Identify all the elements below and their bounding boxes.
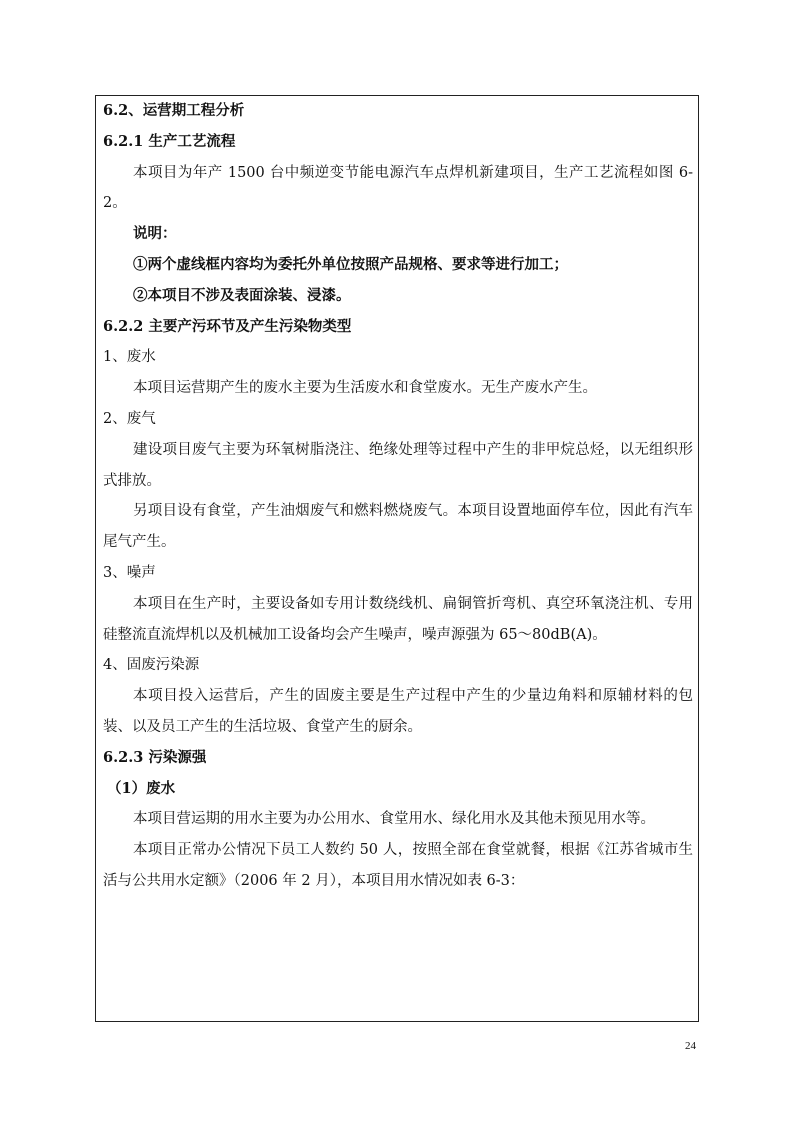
paragraph-exhaust-1: 建设项目废气主要为环氧树脂浇注、绝缘处理等过程中产生的非甲烷总烃，以无组织形式排放。 (103, 441, 693, 489)
section-heading-6-2: 6.2、运营期工程分析 (103, 102, 245, 119)
section-heading-6-2-1: 6.2.1 生产工艺流程 (103, 132, 236, 150)
item-heading-solid-waste: 4、固废污染源 (103, 657, 200, 674)
paragraph-water-use: 本项目营运期的用水主要为办公用水、食堂用水、绿化用水及其他未预见用水等。 (133, 811, 655, 828)
sub-heading-wastewater: （1）废水 (107, 779, 176, 797)
note-label: 说明： (133, 225, 177, 243)
paragraph-solid-waste: 本项目投入运营后，产生的固废主要是生产过程中产生的少量边角料和原辅材料的包装、以及员工产生的生活垃圾、食堂产生的厨余。 (103, 688, 693, 735)
note-item-1: ①两个虚线框内容均为委托外单位按照产品规格、要求等进行加工； (133, 255, 568, 273)
page-number: 24 (685, 1040, 696, 1052)
section-heading-6-2-2: 6.2.2 主要产污环节及产生污染物类型 (103, 317, 352, 335)
paragraph-exhaust-2: 另项目设有食堂，产生油烟废气和燃料燃烧废气。本项目设置地面停车位，因此有汽车尾气产生。 (103, 503, 693, 551)
section-heading-6-2-3: 6.2.3 污染源强 (103, 748, 207, 766)
note-item-2: ②本项目不涉及表面涂装、浸漆。 (133, 286, 351, 304)
paragraph-water-quota: 本项目正常办公情况下员工人数约 50 人，按照全部在食堂就餐，根据《江苏省城市生活与公共用水定额》（2006 年 2 月），本项目用水情况如表 6-3： (103, 842, 693, 889)
paragraph-noise: 本项目在生产时，主要设备如专用计数绕线机、扁铜管折弯机、真空环氧浇注机、专用硅整流直流焊机以及机械加工设备均会产生噪声，噪声源强为 65～80dB(A)。 (103, 595, 693, 643)
document-body (103, 96, 693, 897)
paragraph-process-intro: 本项目为年产 1500 台中频逆变节能电源汽车点焊机新建项目，生产工艺流程如图 6-2。 (103, 164, 693, 212)
item-heading-noise: 3、噪声 (103, 564, 156, 581)
item-heading-wastewater: 1、废水 (103, 349, 156, 366)
item-heading-exhaust: 2、废气 (103, 410, 156, 427)
paragraph-wastewater: 本项目运营期产生的废水主要为生活废水和食堂废水。无生产废水产生。 (133, 380, 597, 397)
